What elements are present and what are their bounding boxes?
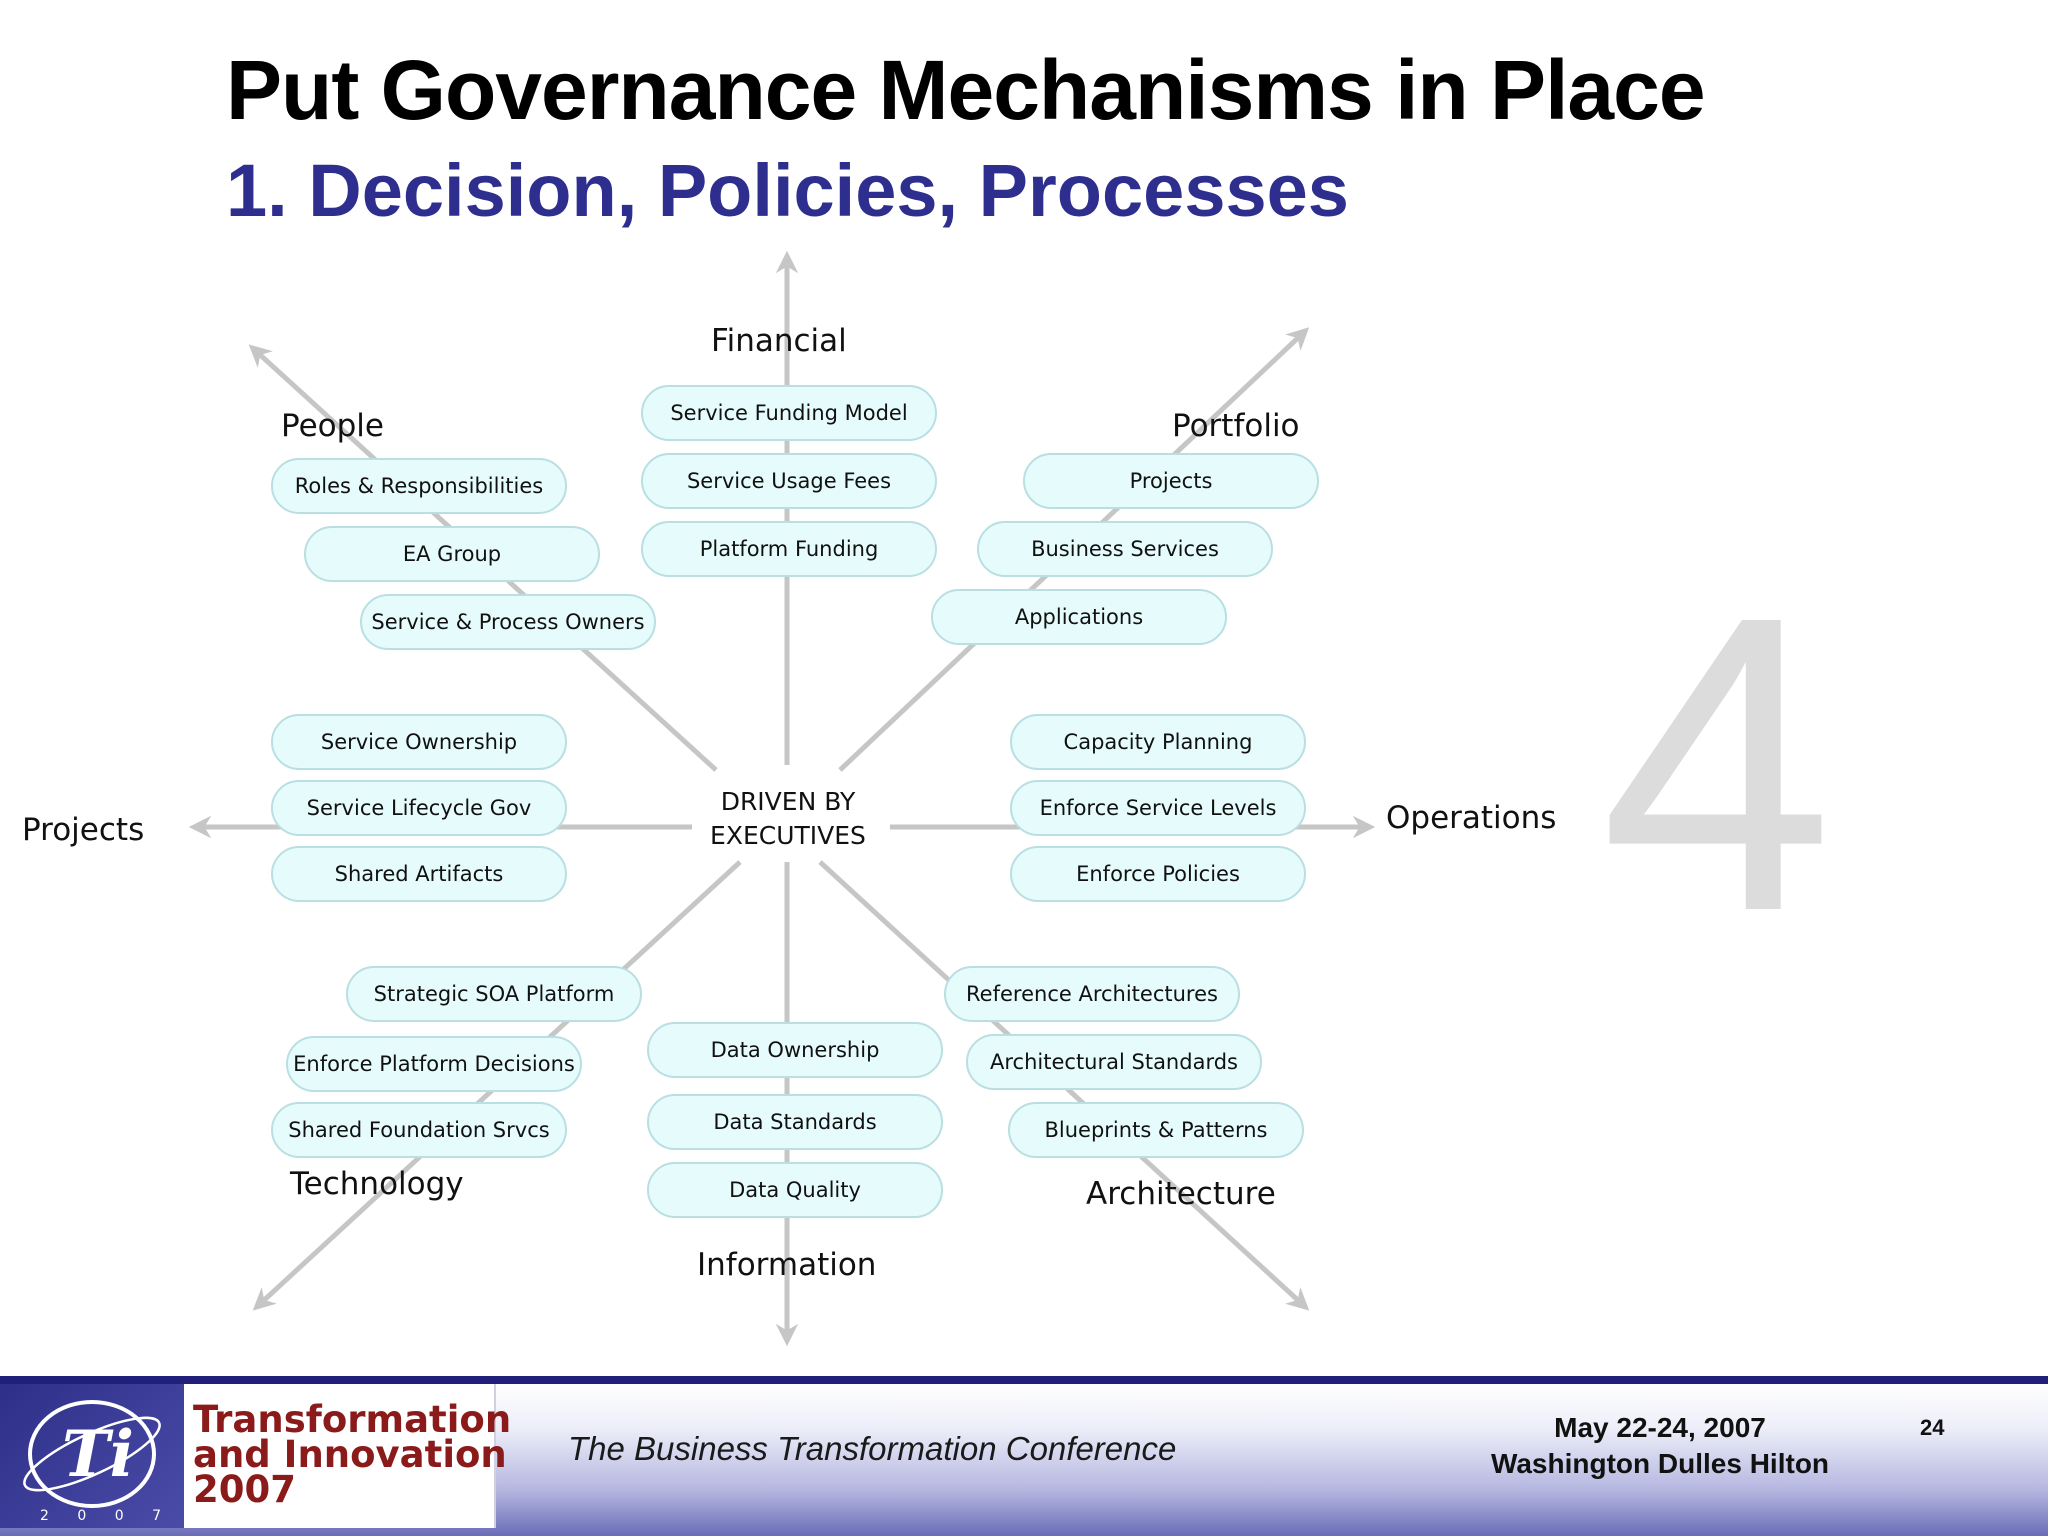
pill-people-3: Service & Process Owners: [360, 594, 656, 650]
pill-people-2: EA Group: [304, 526, 600, 582]
center-label: [700, 785, 876, 853]
pill-operations-2: Enforce Service Levels: [1010, 780, 1306, 836]
slide-subtitle: 1. Decision, Policies, Processes: [226, 149, 1349, 232]
category-people: People: [281, 408, 384, 444]
pill-information-1: Data Ownership: [647, 1022, 943, 1078]
category-operations: Operations: [1386, 800, 1557, 836]
footer-rule: [0, 1376, 2048, 1384]
pill-projects-3: Shared Artifacts: [271, 846, 567, 902]
logo-line-2: and Innovation: [193, 1433, 507, 1476]
pill-information-2: Data Standards: [647, 1094, 943, 1150]
pill-information-3: Data Quality: [647, 1162, 943, 1218]
pill-operations-3: Enforce Policies: [1010, 846, 1306, 902]
center-line-1: DRIVEN BY: [720, 787, 856, 816]
logo-wordmark: [193, 1398, 512, 1511]
category-architecture: Architecture: [1086, 1176, 1276, 1212]
pill-portfolio-1: Projects: [1023, 453, 1319, 509]
category-information: Information: [697, 1247, 877, 1283]
ti-logo-icon: [0, 1384, 184, 1528]
logo-monogram: Ti: [62, 1417, 134, 1492]
pill-portfolio-3: Applications: [931, 589, 1227, 645]
event-dates: May 22-24, 2007: [1554, 1412, 1766, 1443]
logo-line-3: 2007: [193, 1468, 296, 1511]
pill-financial-1: Service Funding Model: [641, 385, 937, 441]
pill-financial-2: Service Usage Fees: [641, 453, 937, 509]
pill-technology-1: Strategic SOA Platform: [346, 966, 642, 1022]
conference-name: The Business Transformation Conference: [568, 1430, 1177, 1467]
event-venue: Washington Dulles Hilton: [1490, 1448, 1830, 1479]
category-technology: Technology: [290, 1166, 464, 1202]
pill-technology-3: Shared Foundation Srvcs: [271, 1102, 567, 1158]
logo-year-digits: 2 0 0 7: [40, 1508, 173, 1524]
pill-projects-2: Service Lifecycle Gov: [271, 780, 567, 836]
pill-architecture-1: Reference Architectures: [944, 966, 1240, 1022]
pill-operations-1: Capacity Planning: [1010, 714, 1306, 770]
center-line-2: EXECUTIVES: [710, 821, 866, 850]
pill-architecture-2: Architectural Standards: [966, 1034, 1262, 1090]
category-portfolio: Portfolio: [1172, 408, 1300, 444]
section-number-watermark: 4: [1600, 530, 1834, 999]
pill-financial-3: Platform Funding: [641, 521, 937, 577]
page-number: 24: [1920, 1415, 1945, 1440]
category-financial: Financial: [711, 323, 847, 359]
pill-portfolio-2: Business Services: [977, 521, 1273, 577]
logo-line-1: Transformation: [193, 1398, 512, 1441]
event-info: [1430, 1410, 1890, 1482]
pill-people-1: Roles & Responsibilities: [271, 458, 567, 514]
slide-title: Put Governance Mechanisms in Place: [226, 43, 1705, 137]
category-projects: Projects: [22, 812, 145, 848]
pill-technology-2: Enforce Platform Decisions: [286, 1036, 582, 1092]
pill-architecture-3: Blueprints & Patterns: [1008, 1102, 1304, 1158]
logo-emblem: [0, 1384, 184, 1528]
pill-projects-1: Service Ownership: [271, 714, 567, 770]
